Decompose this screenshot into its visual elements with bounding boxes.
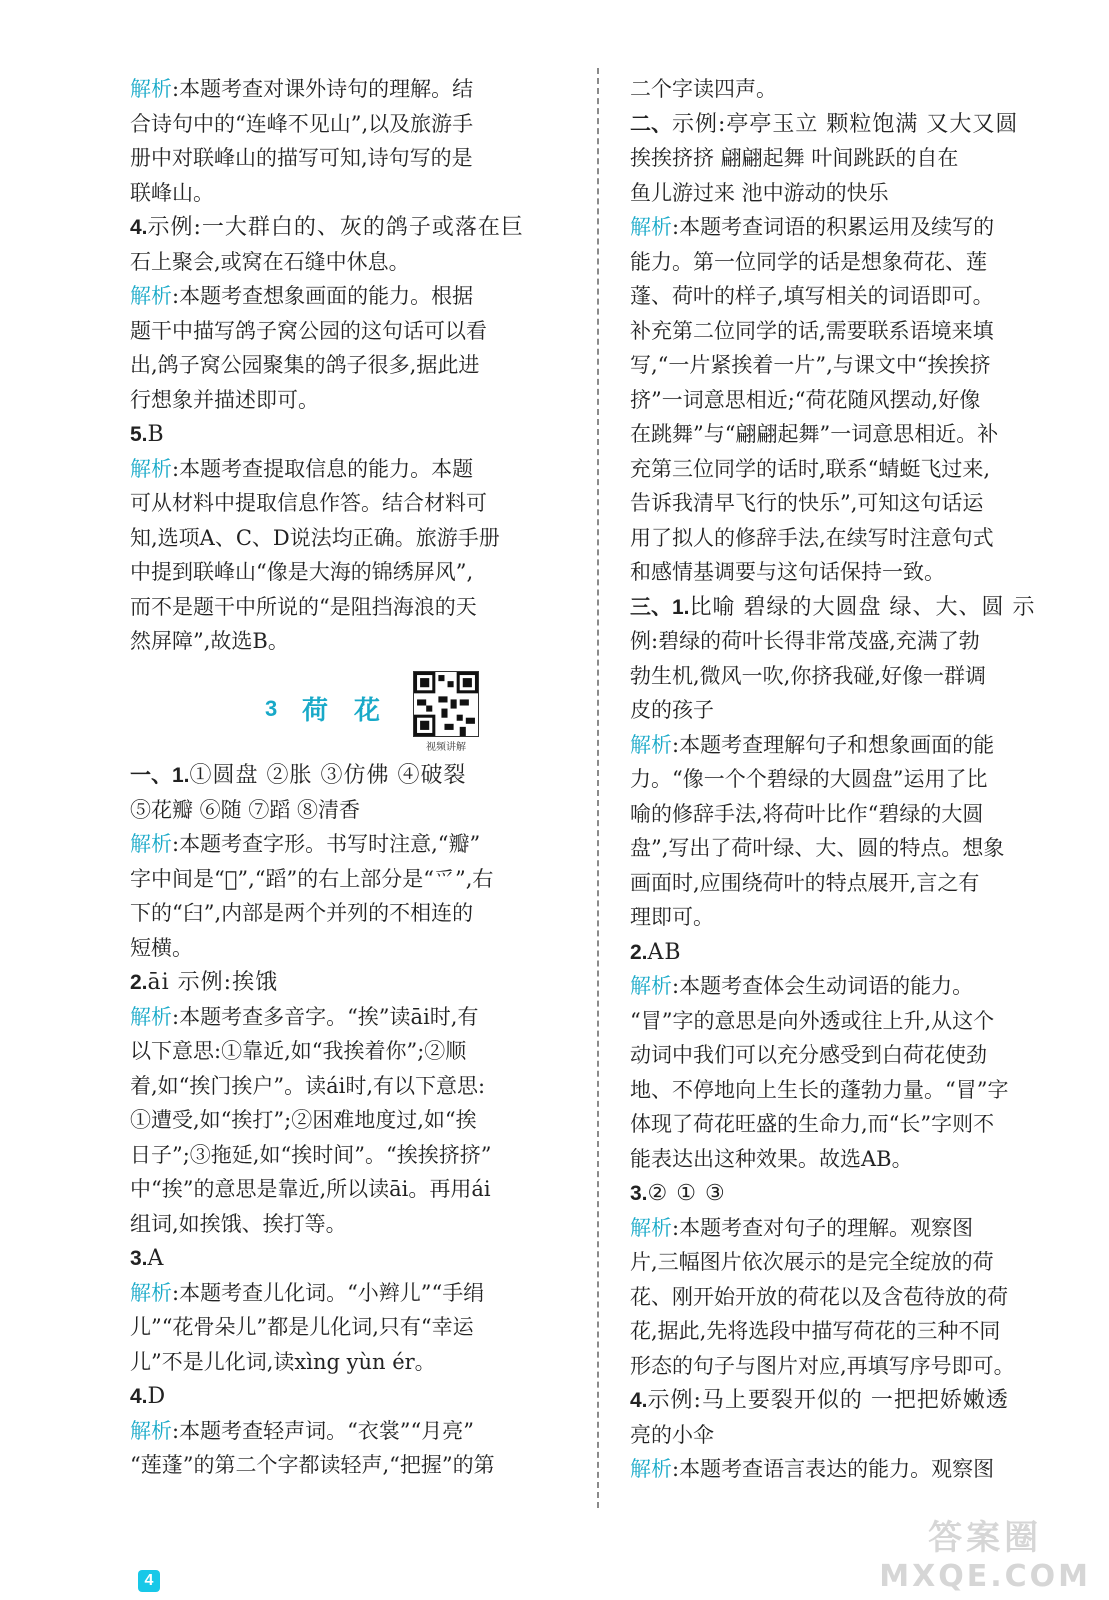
line-text: 皮的孩子 (630, 698, 714, 722)
line-text: B (147, 422, 165, 447)
line-text: :本题考查轻声词。“衣裳”“月亮” (172, 1418, 475, 1443)
line-text: 片,三幅图片依次展示的是完全绽放的荷 (630, 1250, 994, 1274)
text-line (630, 693, 714, 727)
analysis-label: 解析 (630, 732, 672, 757)
text-line (630, 659, 986, 693)
text-line (630, 1107, 994, 1141)
text-line (130, 1310, 474, 1344)
item-number: 2. (630, 940, 648, 964)
text-line (630, 797, 983, 831)
text-line (630, 624, 980, 658)
line-text: ①圆盘 ②胀 ③仿佛 ④破裂 (189, 763, 467, 788)
line-text: 可从材料中提取信息作答。结合材料可 (130, 491, 487, 515)
line-text: 合诗句中的“连峰不见山”,以及旅游手 (130, 111, 474, 136)
line-text: 例:碧绿的荷叶长得非常茂盛,充满了勃 (630, 629, 980, 653)
line-text: 蓬、荷叶的样子,填写相关的词语即可。 (630, 284, 994, 308)
line-text: :本题考查儿化词。“小辫儿”“手绢 (172, 1280, 485, 1305)
item-number: 2. (130, 971, 148, 994)
text-line (130, 1034, 466, 1068)
text-line (130, 314, 487, 348)
text-line (630, 1452, 994, 1486)
text-line (630, 210, 994, 244)
line-text: :本题考查体会生动词语的能力。 (672, 974, 974, 998)
item-number: 二、 (630, 112, 672, 136)
line-text: ⑤花瓣 ⑥随 ⑦蹈 ⑧清香 (130, 797, 361, 822)
text-line (130, 1103, 477, 1137)
line-text: 联峰山。 (130, 180, 214, 205)
line-text: 充第三位同学的话时,联系“蜻蜓飞过来, (630, 456, 991, 481)
text-line (130, 555, 473, 589)
text-line (130, 210, 524, 244)
text-line (130, 107, 473, 141)
qr-caption: 视频讲解 (426, 742, 466, 753)
text-line (630, 1038, 987, 1072)
text-line (630, 969, 973, 1003)
item-number: 4. (130, 216, 148, 239)
line-text: 能表达出这种效果。故选AB。 (630, 1146, 913, 1171)
analysis-label: 解析 (130, 1280, 172, 1305)
line-text: 中提到联峰山“像是大海的锦绣屏风”, (130, 560, 474, 584)
analysis-label: 解析 (630, 974, 672, 998)
line-text: A (147, 1246, 165, 1271)
line-text: 石上聚会,或窝在石缝中休息。 (130, 249, 410, 274)
analysis-label: 解析 (130, 77, 172, 101)
line-text: AB (647, 939, 682, 965)
line-text: :本题考查对课外诗句的理解。结 (172, 77, 474, 101)
text-line (130, 862, 493, 896)
line-text: 花,据此,先将选段中描写荷花的三种不同 (630, 1319, 1001, 1343)
line-text: āi 示例:挨饿 (147, 970, 279, 995)
text-line (130, 827, 480, 861)
text-line (630, 1176, 726, 1210)
text-line (630, 383, 980, 417)
line-text: 形态的句子与图片对应,再填写序号即可。 (630, 1353, 1015, 1378)
analysis-label: 解析 (130, 284, 172, 308)
line-text: 画面时,应围绕荷叶的特点展开,言之有 (630, 870, 980, 895)
line-text: 示例:马上要裂开似的 一把把娇嫩透 (647, 1388, 1009, 1413)
line-text: 而不是题干中所说的“是阻挡海浪的天 (130, 594, 477, 619)
text-line (630, 107, 1018, 141)
text-line (630, 1314, 1000, 1348)
line-text: 下的“臼”,内部是两个并列的不相连的 (130, 901, 474, 925)
analysis-label: 解析 (630, 1457, 672, 1481)
text-line (630, 935, 682, 969)
text-line (130, 758, 467, 792)
text-line (130, 896, 473, 930)
line-text: ①遭受,如“挨打”;②困难地度过,如“挨 (130, 1108, 477, 1132)
text-line (130, 590, 477, 624)
line-text: ② ① ③ (647, 1181, 726, 1206)
text-line (630, 590, 1036, 624)
line-text: 勃生机,微风一吹,你挤我碰,好像一群调 (630, 663, 987, 688)
text-line (130, 383, 319, 417)
line-text: 理即可。 (630, 905, 714, 929)
line-text: 着,如“挨门挨户”。读ái时,有以下意思: (130, 1073, 486, 1098)
item-number: 3. (630, 1182, 648, 1205)
line-text: 挤”一词意思相近;“荷花随风摆动,好像 (630, 387, 981, 412)
line-text: 亮的小伞 (630, 1422, 714, 1447)
text-line (630, 141, 958, 175)
text-line (130, 1172, 491, 1206)
watermark-line2: MXQE.COM (879, 1559, 1091, 1594)
line-text: :本题考查多音字。“挨”读āi时,有 (172, 1004, 479, 1029)
column-divider (597, 68, 599, 1508)
text-line (130, 1379, 166, 1413)
analysis-label: 解析 (130, 1004, 172, 1029)
text-line (130, 521, 500, 555)
watermark (879, 1510, 1091, 1594)
line-text: 知,选项A、C、D说法均正确。旅游手册 (130, 525, 500, 550)
watermark-line1: 答案圈 (928, 1518, 1043, 1558)
line-text: :本题考查提取信息的能力。本题 (172, 456, 474, 481)
text-line (630, 486, 983, 520)
line-text: 儿”“花骨朵儿”都是儿化词,只有“幸运 (130, 1315, 474, 1339)
line-text: 册中对联峰山的描写可知,诗句写的是 (130, 146, 473, 170)
lesson-number: 3 (265, 696, 278, 721)
line-text: 行想象并描述即可。 (130, 387, 319, 412)
text-line (630, 417, 998, 451)
line-text: 用了拟人的修辞手法,在续写时注意句式 (630, 525, 994, 550)
line-text: 体现了荷花旺盛的生命力,而“长”字则不 (630, 1112, 995, 1136)
text-line (130, 486, 487, 520)
line-text: 动词中我们可以充分感受到白荷花使劲 (630, 1043, 987, 1067)
text-line (130, 965, 278, 999)
text-line (130, 245, 410, 279)
item-number: 4. (130, 1385, 148, 1408)
text-line (630, 1073, 1008, 1107)
line-text: :本题考查理解句子和想象画面的能 (672, 732, 995, 757)
text-line (130, 1069, 485, 1103)
text-line (130, 1000, 478, 1034)
text-line (630, 452, 990, 486)
item-number: 5. (130, 423, 148, 446)
text-line (630, 279, 994, 313)
line-text: 挨挨挤挤 翩翩起舞 叶间跳跃的自在 (630, 146, 959, 170)
text-line (630, 1383, 1009, 1417)
line-text: :本题考查想象画面的能力。根据 (172, 284, 474, 308)
line-text: 示例:亭亭玉立 颗粒饱满 又大又圆 (672, 111, 1019, 137)
line-text: 字中间是“𤓰”,“蹈”的右上部分是“爫”,右 (130, 866, 494, 891)
line-text: 组词,如挨饿、挨打等。 (130, 1211, 347, 1236)
line-text: :本题考查语言表达的能力。观察图 (672, 1457, 995, 1481)
text-line (630, 245, 987, 279)
text-line (130, 417, 165, 451)
analysis-label: 解析 (130, 1418, 172, 1443)
text-line (630, 348, 991, 382)
line-text: 题干中描写鸽子窝公园的这句话可以看 (130, 318, 487, 343)
text-line (130, 793, 360, 827)
text-line (130, 1276, 484, 1310)
text-line (630, 1004, 994, 1038)
line-text: 然屏障”,故选B。 (130, 629, 289, 653)
qr-code-icon[interactable] (413, 671, 479, 737)
text-line (630, 1142, 913, 1176)
line-text: “冒”字的意思是向外透或往上升,从这个 (630, 1008, 995, 1033)
line-text: 写,“一片紧挨着一片”,与课文中“挨挨挤 (630, 353, 991, 377)
text-line (130, 452, 473, 486)
text-line (630, 762, 987, 796)
text-line (630, 866, 979, 900)
text-line (130, 1138, 491, 1172)
lesson-heading (130, 676, 566, 766)
item-number: 3. (130, 1247, 148, 1270)
text-line (630, 314, 994, 348)
text-line (630, 176, 889, 210)
line-text: 和感情基调要与这句话保持一致。 (630, 560, 945, 584)
text-line (630, 1349, 1015, 1383)
analysis-label: 解析 (630, 215, 672, 239)
line-text: 补充第二位同学的话,需要联系语境来填 (630, 318, 994, 343)
line-text: “莲蓬”的第二个字都读轻声,“把握”的第 (130, 1453, 495, 1477)
line-text: 日子”;③拖延,如“挨时间”。“挨挨挤挤” (130, 1142, 492, 1167)
text-line (130, 624, 289, 658)
line-text: 地、不停地向上生长的蓬勃力量。“冒”字 (630, 1077, 1009, 1102)
text-line (130, 1345, 436, 1379)
text-line (630, 900, 714, 934)
line-text: :本题考查词语的积累运用及续写的 (672, 215, 995, 239)
line-text: 二个字读四声。 (630, 77, 777, 101)
line-text: 出,鸽子窝公园聚集的鸽子很多,据此进 (130, 353, 480, 377)
item-number: 一、1. (130, 764, 190, 787)
text-line (130, 1414, 474, 1448)
line-text: 花、刚开始开放的荷花以及含苞待放的荷 (630, 1284, 1008, 1309)
line-text: D (147, 1384, 167, 1409)
text-line (130, 1241, 164, 1275)
text-line (630, 1245, 994, 1279)
page-number: 4 (138, 1570, 160, 1592)
line-text: 鱼儿游过来 池中游动的快乐 (630, 180, 889, 205)
line-text: 比喻 碧绿的大圆盘 绿、大、圆 示 (689, 594, 1036, 620)
text-line (630, 1418, 714, 1452)
line-text: 短横。 (130, 935, 193, 960)
text-line (130, 72, 473, 106)
line-text: :本题考查对句子的理解。观察图 (672, 1215, 974, 1240)
text-line (630, 831, 1004, 865)
analysis-label: 解析 (630, 1215, 672, 1240)
text-line (630, 1280, 1008, 1314)
text-line (130, 931, 193, 965)
item-number: 三、1. (630, 595, 690, 619)
line-text: 告诉我清早飞行的快乐”,可知这句话运 (630, 491, 984, 515)
line-text: 以下意思:①靠近,如“我挨着你”;②顺 (130, 1039, 467, 1063)
line-text: 儿”不是儿化词,读xìng yùn ér。 (130, 1349, 436, 1374)
analysis-label: 解析 (130, 456, 172, 481)
line-text: :本题考查字形。书写时注意,“瓣” (172, 832, 481, 856)
text-line (130, 1207, 347, 1241)
text-line (630, 1211, 973, 1245)
analysis-label: 解析 (130, 832, 172, 856)
item-number: 4. (630, 1389, 648, 1412)
text-line (130, 279, 473, 313)
text-line (130, 1448, 495, 1482)
text-line (630, 555, 945, 589)
line-text: 在跳舞”与“翩翩起舞”一词意思相近。补 (630, 422, 999, 446)
lesson-title: 荷花 (302, 696, 407, 726)
line-text: 中“挨”的意思是靠近,所以读āi。再用ái (130, 1177, 491, 1201)
line-text: 示例:一大群白的、灰的鸽子或落在巨 (147, 215, 524, 240)
line-text: 盘”,写出了荷叶绿、大、圆的特点。想象 (630, 836, 1005, 860)
line-text: 力。“像一个个碧绿的大圆盘”运用了比 (630, 767, 988, 791)
text-line (130, 141, 473, 175)
line-text: 喻的修辞手法,将荷叶比作“碧绿的大圆 (630, 801, 984, 826)
text-line (630, 728, 994, 762)
line-text: 能力。第一位同学的话是想象荷花、莲 (630, 249, 987, 274)
text-line (130, 348, 479, 382)
text-line (630, 521, 994, 555)
text-line (130, 176, 214, 210)
text-line (630, 72, 777, 106)
